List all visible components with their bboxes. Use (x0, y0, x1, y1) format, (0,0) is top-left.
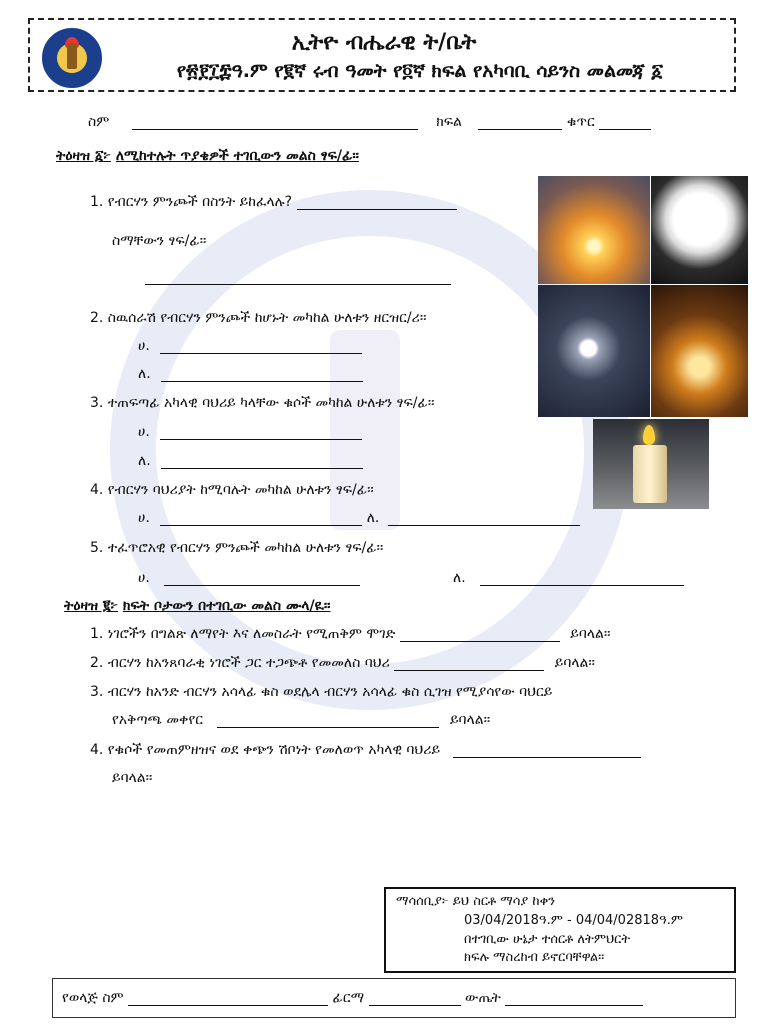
s1-q3-b-label: ለ. (138, 453, 151, 469)
sunset-image (538, 176, 650, 284)
s2-question-4 (90, 742, 641, 758)
note-line-3: በተገቢው ሁኔታ ተሰርቶ ለትምህርት (464, 932, 631, 947)
student-fields-row (88, 114, 651, 130)
result-label: ውጤት (465, 990, 501, 1006)
s1-q2-a-label: ሀ. (138, 338, 150, 354)
s1-q3-a-row (138, 424, 362, 440)
s1-q2-b-answer[interactable] (161, 367, 363, 382)
grade-field[interactable] (478, 115, 562, 130)
signature-label: ፊርማ (332, 990, 365, 1006)
s1-q5-text: 5. ተፈጥሮአዊ የብርሃን ምንጮች መካከል ሁለቱን ፃፍ/ፊ፡፡ (90, 540, 384, 556)
section2-prefix: ትዕዛዝ ፪፦ (64, 598, 118, 614)
s1-q5-b-label: ለ. (453, 570, 466, 586)
s1-question-1 (90, 194, 457, 210)
guardian-name-field[interactable] (128, 991, 328, 1006)
note-line-1 (396, 894, 555, 909)
s1-q3-a-answer[interactable] (160, 425, 362, 440)
s2-q3-sub: የአቅጣጫ መቀየር (112, 712, 204, 728)
s2-q2-answer[interactable] (394, 656, 544, 671)
s2-q4-text: 4. የቁሶች የመጠምዘዝና ወደ ቀጭን ሽቦነት የመለወጥ አካላዊ ባህሪይ (90, 742, 441, 758)
number-field[interactable] (599, 115, 651, 130)
s1-q1-sub: ስማቸውን ፃፍ/ፊ፡፡ (112, 233, 207, 249)
candle-flame-icon (643, 425, 655, 445)
s1-q3-b-answer[interactable] (161, 454, 363, 469)
s1-q3-b-row (138, 453, 363, 469)
s1-q5-b-row (453, 570, 684, 586)
s2-q3-text: 3. ብርሃን ከአንድ ብርሃን አሳላፊ ቁስ ወደሌላ ብርሃን አሳላፊ ቁስ ሲገዝ የሚያሳየው ባህርይ (90, 684, 553, 700)
name-field[interactable] (132, 115, 418, 130)
s1-q4-b-label: ለ. (366, 510, 380, 526)
s2-q1-text: 1. ነገሮችን በግልጽ ለማየት እና ለመስራት የሚጠቅም ሞገድ (90, 626, 396, 642)
result-field[interactable] (505, 991, 643, 1006)
section2-heading (64, 598, 331, 614)
school-name: ኢትዮ ብሔራዊ ት/ቤት (291, 30, 477, 55)
guardian-name-label: የወላጅ ስም (62, 990, 124, 1006)
s1-q2-text: 2. ስዉሰራሽ የብርሃን ምንጮች ከሆኑት መካከል ሁለቱን ዘርዝር/ሪ፡፡ (90, 310, 427, 326)
s2-q3-end: ይባላል፡፡ (449, 712, 491, 728)
light-bulb-image (651, 176, 748, 284)
s2-q2-end: ይባላል፡፡ (554, 655, 595, 671)
signature-field[interactable] (369, 991, 461, 1006)
s1-q3-text: 3. ተጠፍጣፊ አካላዊ ባህሪይ ካላቸው ቁሶች መካከል ሁለቱን ፃፍ/ፊ፡፡ (90, 395, 435, 411)
s1-q1-answer[interactable] (297, 195, 457, 210)
s1-q2-b-label: ለ. (138, 366, 151, 382)
candle-image (593, 419, 709, 509)
s1-q5-b-answer[interactable] (480, 571, 684, 586)
s1-q4-a-answer[interactable] (160, 511, 362, 526)
s1-q4-a-label: ሀ. (138, 510, 150, 526)
s1-q2-a-row (138, 338, 362, 354)
s1-q4-text: 4. የብርሃን ባህሪያት ከሚባሉት መካከል ሁለቱን ፃፍ/ፊ፡፡ (90, 482, 374, 498)
note-line-4: ክፍሉ ማስረከብ ይኖርባቸዋል፡፡ (464, 950, 605, 965)
s2-q3-answer-row (112, 712, 490, 728)
full-moon-image (538, 285, 650, 417)
s1-q5-a-answer[interactable] (164, 571, 360, 586)
s2-q1-end: ይባላል፡፡ (570, 626, 611, 642)
number-label: ቁጥር (566, 114, 595, 130)
s1-q1-names-answer[interactable] (145, 270, 451, 285)
worksheet-subtitle: የ፳፻፲፰ዓ.ም የ፪ኛ ሩብ ዓመት የ፬ኛ ክፍል የአካባቢ ሳይንስ መልመጃ ፩ (176, 60, 664, 82)
oil-lantern-image (651, 285, 748, 417)
note-text-1: ይህ ስርቶ ማሳያ ከቀን (452, 894, 556, 909)
section2-instruction: ክፍት ቦታውን በተገቢው መልስ ሙላ/ዪ፡፡ (122, 598, 331, 614)
s1-q2-b-row (138, 366, 363, 382)
s1-q4-b-answer[interactable] (388, 511, 580, 526)
s1-q1-text: 1. የብርሃን ምንጮች በስንት ይከፈላሉ? (90, 194, 293, 210)
note-label: ማሳሰቢያ፦ (396, 894, 449, 909)
s2-q4-answer[interactable] (453, 743, 641, 758)
s2-question-2 (90, 655, 595, 671)
name-label: ስም (88, 114, 110, 130)
s2-q4-end: ይባላል፡፡ (112, 770, 153, 786)
section1-heading (56, 148, 359, 164)
s1-q2-a-answer[interactable] (160, 339, 362, 354)
candle-wax-icon (633, 445, 667, 503)
s1-q3-a-label: ሀ. (138, 424, 150, 440)
s1-q4-answer-row (138, 510, 580, 526)
s2-question-1 (90, 626, 610, 642)
s1-q5-a-label: ሀ. (138, 570, 150, 586)
s2-q2-text: 2. ብርሃን ከአንጸባራቂ ነገሮች ጋር ተጋጭቶ የመመለስ ባህሪ (90, 655, 390, 671)
s2-q3-answer[interactable] (217, 713, 439, 728)
s1-q5-a-row (138, 570, 360, 586)
signature-row (62, 990, 643, 1006)
note-dates: 03/04/2018ዓ.ም - 04/04/02818ዓ.ም (464, 913, 683, 928)
s2-q1-answer[interactable] (400, 627, 560, 642)
grade-label: ክፍል (436, 114, 462, 130)
section1-instruction: ለሚከተሉት ጥያቄዎች ተገቢውን መልስ ፃፍ/ፊ፡፡ (115, 148, 359, 164)
section1-prefix: ትዕዛዝ ፩፦ (56, 148, 111, 164)
